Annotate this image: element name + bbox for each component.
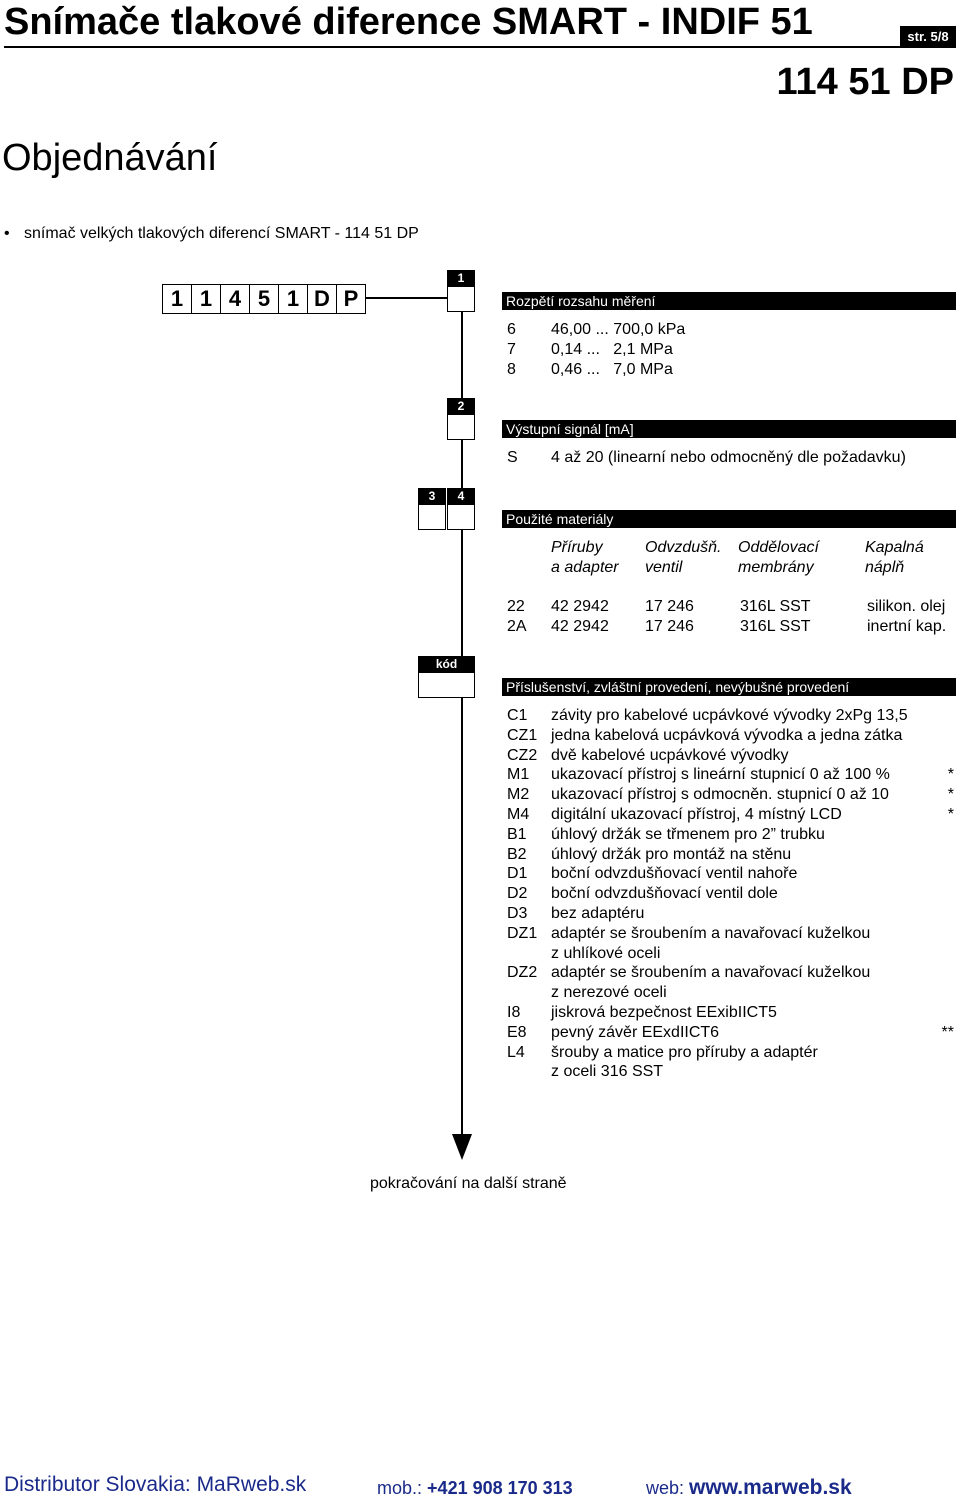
continuation-note: pokračování na další straně: [370, 1175, 567, 1192]
footer-web-link[interactable]: www.marweb.sk: [689, 1476, 852, 1499]
position-box-3: [418, 504, 446, 530]
code-cell: 1: [279, 285, 308, 313]
product-bullet-text: snímač velkých tlakových diferencí SMART - 114 51 DP: [24, 225, 419, 242]
list-item: [507, 884, 956, 904]
item-text: jiskrová bezpečnost EExibIICT5: [551, 1003, 777, 1021]
item-code: D3: [507, 904, 528, 922]
footer-web: [646, 1475, 852, 1501]
item-code: DZ1: [507, 924, 538, 942]
code-cell: P: [343, 286, 359, 311]
position-box-4: [447, 504, 475, 530]
group1-heading: Rozpětí rozsahu měření: [502, 292, 956, 310]
list-item: [507, 1043, 956, 1063]
item-text: boční odvzdušňovací ventil nahoře: [551, 865, 798, 883]
document-title: Snímače tlakové diference SMART - INDIF 51: [4, 1, 813, 43]
item-code: 7: [507, 341, 516, 358]
list-item: [507, 924, 956, 944]
position-box-2: [447, 414, 475, 440]
list-item: [507, 864, 956, 884]
list-item: [507, 845, 956, 865]
item-text: 0,46 ... 7,0 MPa: [551, 361, 673, 378]
table-cell: 17 246: [645, 598, 694, 615]
item-text: ukazovací přístroj s lineární stupnicí 0 až 100 %: [551, 766, 890, 784]
list-item: [507, 825, 956, 845]
connector-line: [461, 312, 463, 398]
item-text: bez adaptéru: [551, 904, 645, 922]
accessory-list: [507, 706, 956, 1082]
position-label-1: 1: [447, 270, 475, 286]
item-code: D1: [507, 865, 528, 883]
item-text: šrouby a matice pro příruby a adaptér: [551, 1043, 818, 1061]
item-text: boční odvzdušňovací ventil dole: [551, 885, 778, 903]
item-code: DZ2: [507, 964, 538, 982]
connector-line: [365, 297, 447, 299]
table-cell: inertní kap.: [867, 618, 947, 635]
group2-heading: Výstupní signál [mA]: [502, 420, 956, 438]
list-item: [507, 360, 673, 380]
table-cell: 42 2942: [551, 598, 609, 615]
code-label: kód: [418, 656, 475, 672]
item-code: 8: [507, 361, 516, 378]
item-code: 6: [507, 321, 516, 338]
code-cell: 1: [192, 285, 221, 313]
list-item: [507, 785, 956, 805]
table-cell: silikon. olej: [867, 598, 946, 615]
column-header: Oddělovací membrány: [738, 539, 819, 576]
column-header: Odvzdušň. ventil: [645, 539, 722, 576]
header-rule: [4, 46, 956, 48]
column-header: Příruby a adapter: [551, 539, 619, 576]
footer-mobile-value: +421 908 170 313: [427, 1478, 573, 1498]
group4-heading: Příslušenství, zvláštní provedení, nevýbušné provedení: [502, 678, 956, 696]
item-text: 46,00 ... 700,0 kPa: [551, 321, 686, 338]
footer-distributor: Distributor Slovakia: MaRweb.sk: [4, 1473, 307, 1496]
item-code: M2: [507, 786, 530, 804]
item-code: M1: [507, 766, 530, 784]
item-text: z oceli 316 SST: [551, 1063, 664, 1081]
item-text: 4 až 20 (linearní nebo odmocněný dle požadavku): [551, 449, 906, 466]
item-text: závity pro kabelové ucpávkové vývodky 2xPg 13,5: [551, 707, 908, 724]
footer-mobile-label: mob.:: [377, 1478, 423, 1498]
product-bullet: [4, 224, 419, 244]
item-note-mark: *: [947, 766, 954, 784]
position-label-3: 3: [418, 488, 446, 504]
item-code: CZ2: [507, 746, 538, 764]
list-item: [507, 726, 956, 746]
connector-line: [461, 530, 463, 656]
position-label-4: 4: [447, 488, 475, 504]
item-text: úhlový držák pro montáž na stěnu: [551, 845, 792, 863]
connector-line: [461, 698, 463, 1138]
order-code-cells: [162, 284, 366, 314]
list-item: [507, 1023, 956, 1043]
item-note-mark: *: [947, 805, 954, 823]
item-code: D2: [507, 885, 528, 903]
item-text: 0,14 ... 2,1 MPa: [551, 341, 673, 358]
item-code: M4: [507, 805, 530, 823]
code-cell: 5: [250, 285, 279, 313]
list-item: [507, 706, 956, 726]
item-text: adaptér se šroubením a navařovací kuželkou: [551, 924, 871, 942]
item-text: adaptér se šroubením a navařovací kuželkou: [551, 964, 871, 982]
code-cell: 4: [221, 285, 250, 313]
list-item: [507, 340, 673, 360]
list-item: [507, 944, 956, 964]
table-cell: 2A: [507, 618, 527, 635]
section-title: Objednávání: [2, 137, 218, 179]
arrow-down-icon: [452, 1134, 472, 1160]
item-code: S: [507, 449, 518, 466]
item-code: B1: [507, 825, 527, 843]
item-note-mark: **: [941, 1023, 954, 1041]
list-item: [507, 1003, 956, 1023]
item-code: L4: [507, 1043, 525, 1061]
bullet-icon: •: [4, 225, 10, 242]
item-text: dvě kabelové ucpávkové vývodky: [551, 746, 789, 764]
column-header: Kapalná náplň: [865, 539, 924, 576]
list-item: [507, 448, 906, 468]
item-code: CZ1: [507, 726, 538, 744]
list-item: [507, 320, 685, 340]
item-code: I8: [507, 1003, 521, 1021]
list-item: [507, 805, 956, 825]
position-label-2: 2: [447, 398, 475, 414]
item-text: z uhlíkové oceli: [551, 944, 661, 962]
product-code-heading: 114 51 DP: [776, 61, 954, 103]
position-box-1: [447, 286, 475, 312]
list-item: [507, 963, 956, 983]
list-item: [507, 746, 956, 766]
item-text: z nerezové oceli: [551, 984, 667, 1002]
group3-heading: Použité materiály: [502, 510, 956, 528]
connector-line: [461, 440, 463, 488]
code-cell: 1: [163, 285, 192, 313]
item-code: E8: [507, 1023, 527, 1041]
footer-mobile: [377, 1475, 573, 1501]
footer-web-label: web:: [646, 1478, 685, 1498]
table-cell: 42 2942: [551, 618, 609, 635]
code-cell: D: [308, 285, 337, 313]
item-text: úhlový držák se třmenem pro 2” trubku: [551, 825, 825, 843]
page-number-badge: str. 5/8: [900, 26, 956, 48]
table-cell: 17 246: [645, 618, 694, 635]
table-cell: 316L SST: [740, 618, 811, 635]
item-text: digitální ukazovací přístroj, 4 místný LCD: [551, 805, 842, 823]
list-item: [507, 765, 956, 785]
item-text: pevný závěr EExdIICT6: [551, 1023, 720, 1041]
item-code: B2: [507, 845, 527, 863]
item-text: jedna kabelová ucpávková vývodka a jedna zátka: [551, 726, 903, 744]
item-text: ukazovací přístroj s odmocněn. stupnicí 0 až 10: [551, 786, 889, 804]
list-item: [507, 983, 956, 1003]
list-item: [507, 1062, 956, 1082]
item-note-mark: *: [947, 786, 954, 804]
item-code: C1: [507, 707, 528, 724]
table-cell: 22: [507, 598, 525, 615]
list-item: [507, 904, 956, 924]
table-cell: 316L SST: [740, 598, 811, 615]
code-box: [418, 672, 475, 698]
